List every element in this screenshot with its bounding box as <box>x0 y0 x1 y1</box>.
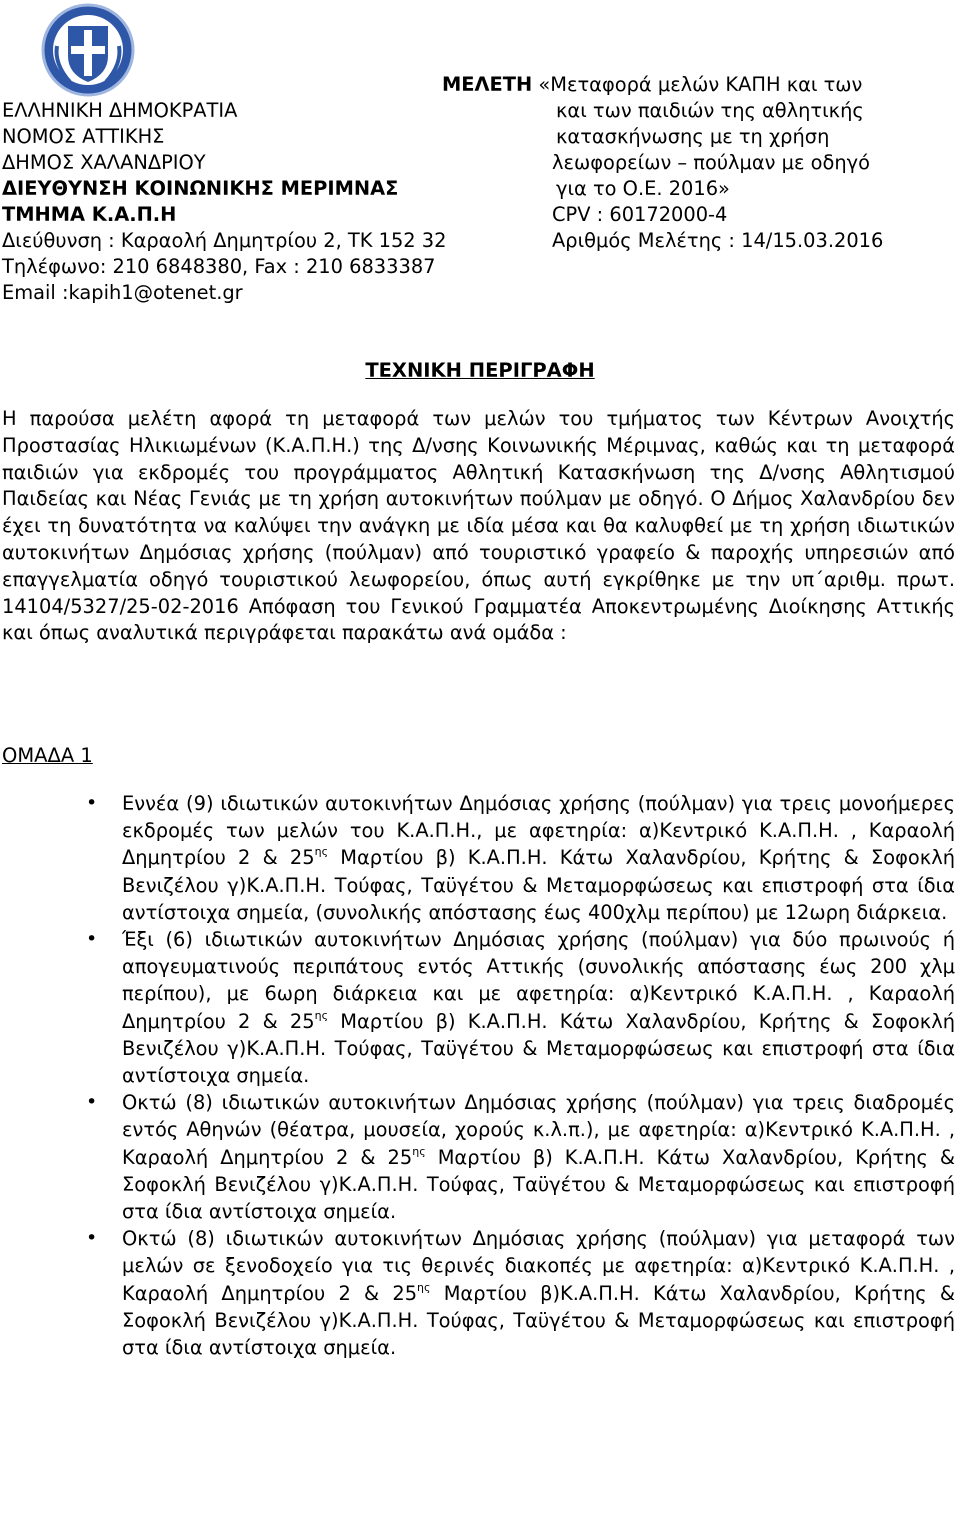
study-title-line-1: «Μεταφορά μελών ΚΑΠΗ και των <box>538 73 863 96</box>
list-item <box>0 1089 955 1225</box>
bullet-icon: • <box>86 1091 98 1114</box>
issuer-directorate: ΔΙΕΥΘΥΝΣΗ ΚΟΙΝΩΝΙΚΗΣ ΜΕΡΙΜΝΑΣ <box>2 177 399 200</box>
greek-coat-of-arms-icon <box>40 2 136 98</box>
bullet-icon: • <box>86 792 98 814</box>
ordinal-suffix: ης <box>412 1144 426 1158</box>
ordinal-suffix: ης <box>314 845 329 859</box>
list-item-text-cont: Μαρτίου β) Κ.Α.Π.Η. Κάτω Χαλανδρίου, Κρήτης & Σοφοκλή Βενιζέλου γ)Κ.Α.Π.Η. Τούφας, Ταϋγέτου & Μεταμορφώσεως και επιστροφή στα ίδια αντίστοιχα σημεία. <box>122 1009 955 1088</box>
bullet-list <box>0 790 960 1361</box>
group-heading: ΟΜΑΔΑ 1 <box>2 744 93 767</box>
study-label: ΜΕΛΕΤΗ <box>442 73 533 96</box>
list-item-text: Έξι (6) ιδιωτικών αυτοκινήτων Δημόσιας χρήσης (πούλμαν) για δύο πρωινούς ή απογευματινούς περιπάτους εντός Αττικής (συνολικής απόστασης έως 200 χλμ περίπου), με 6ωρη διάρκεια και με αφετηρία: α)Κεντρικό Κ.Α.Π.Η. , Καραολή Δημητρίου 2 & 25 <box>122 928 955 1033</box>
issuer-country: ΕΛΛΗΝΙΚΗ ΔΗΜΟΚΡΑΤΙΑ <box>2 99 238 122</box>
list-item-text-cont: Μαρτίου β) Κ.Α.Π.Η. Κάτω Χαλανδρίου, Κρήτης & Σοφοκλή Βενιζέλου γ)Κ.Α.Π.Η. Τούφας, Ταϋγέτου & Μεταμορφώσεως και επιστροφή στα ίδια αντίστοιχα σημεία, (συνολικής απόστασης έως 400χλμ περίπου) με 12ωρη διάρκεια. <box>122 846 955 924</box>
issuer-address: Διεύθυνση : Καραολή Δημητρίου 2, ΤΚ 152 32 <box>2 229 447 252</box>
list-item-text: Εννέα (9) ιδιωτικών αυτοκινήτων Δημόσιας χρήσης (πούλμαν) για τρεις μονοήμερες εκδρομές των μελών του Κ.Α.Π.Η., με αφετηρία: α)Κεντρικό Κ.Α.Π.Η. , Καραολή Δημητρίου 2 & 25 <box>122 792 955 870</box>
list-item <box>0 790 955 926</box>
list-item-text-cont: Μαρτίου β) Κ.Α.Π.Η. Κάτω Χαλανδρίου, Κρήτης & Σοφοκλή Βενιζέλου γ)Κ.Α.Π.Η. Τούφας, Ταϋγέτου & Μεταμορφώσεως και επιστροφή στα ίδια αντίστοιχα σημεία. <box>122 1145 955 1224</box>
list-item-text-cont: Μαρτίου β)Κ.Α.Π.Η. Κάτω Χαλανδρίου, Κρήτης & Σοφοκλή Βενιζέλου γ)Κ.Α.Π.Η. Τούφας, Ταϋγέτου & Μεταμορφώσεως και επιστροφή στα ίδια αντίστοιχα σημεία. <box>122 1281 956 1360</box>
study-title-line-2: και των παιδιών της αθλητικής <box>556 99 864 122</box>
list-item <box>0 926 955 1089</box>
study-title-line-4: λεωφορείων – πούλμαν με οδηγό <box>552 151 870 174</box>
study-title-line-5: για το Ο.Ε. 2016» <box>556 177 730 200</box>
ordinal-suffix: ης <box>417 1280 431 1294</box>
list-item <box>0 1225 955 1361</box>
bullet-icon: • <box>86 1227 98 1250</box>
cpv-code: CPV : 60172000-4 <box>552 203 728 226</box>
list-item-text: Οκτώ (8) ιδιωτικών αυτοκινήτων Δημόσιας χρήσης (πούλμαν) για μεταφορά των μελών σε ξενοδοχείο για τις θερινές διακοπές με αφετηρία: α)Κεντρικό Κ.Α.Π.Η. , Καραολή Δημητρίου 2 & 25 <box>122 1227 955 1305</box>
issuer-email: Email :kapih1@otenet.gr <box>2 281 243 304</box>
issuer-municipality: ΔΗΜΟΣ ΧΑΛΑΝΔΡΙΟΥ <box>2 151 206 174</box>
issuer-prefecture: ΝΟΜΟΣ ΑΤΤΙΚΗΣ <box>2 125 165 148</box>
ordinal-suffix: ης <box>314 1008 329 1022</box>
list-item-text: Οκτώ (8) ιδιωτικών αυτοκινήτων Δημόσιας χρήσης (πούλμαν) για τρεις διαδρομές εντός Αθηνών (θέατρα, μουσεία, χορούς κ.λ.π.), με αφετηρία: α)Κεντρικό Κ.Α.Π.Η. , Καραολή Δημητρίου 2 & 25 <box>122 1091 955 1169</box>
section-title: ΤΕΧΝΙΚΗ ΠΕΡΙΓΡΑΦΗ <box>365 359 595 382</box>
study-info-block <box>442 72 883 254</box>
issuer-department: ΤΜΗΜΑ Κ.Α.Π.Η <box>2 203 177 226</box>
issuer-block <box>2 98 446 306</box>
issuer-phone-fax: Τηλέφωνο: 210 6848380, Fax : 210 6833387 <box>2 255 436 278</box>
study-number: Αριθμός Μελέτης : 14/15.03.2016 <box>552 229 884 252</box>
intro-paragraph: Η παρούσα μελέτη αφορά τη μεταφορά των μελών του τμήματος των Κέντρων Ανοιχτής Προστασίας Ηλικιωμένων (Κ.Α.Π.Η.) της Δ/νσης Κοινωνικής Μέριμνας, καθώς και τη μεταφορά παιδιών για εκδρομές του προγράμματος Αθλητική Κατασκήνωση της Δ/νσης Αθλητισμού Παιδείας και Νέας Γενιάς με τη χρήση αυτοκινήτων πούλμαν με οδηγό. Ο Δήμος Χαλανδρίου δεν έχει τη δυνατότητα να καλύψει την ανάγκη με ιδία μέσα και θα καλυφθεί με τη χρήση ιδιωτικών αυτοκινήτων Δημόσιας χρήσης (πούλμαν) από τουριστικό γραφείο & παροχής υπηρεσιών από επαγγελματία οδηγό τουριστικού λεωφορείου, όπως αυτή εγκρίθηκε με την υπ΄αριθμ. πρωτ. 14104/5327/25-02-2016 Απόφαση του Γενικού Γραμματέα Αποκεντρωμένης Διοίκησης Αττικής και όπως αναλυτικά περιγράφεται παρακάτω ανά ομάδα : <box>2 407 955 645</box>
bullet-icon: • <box>86 928 98 951</box>
study-title-line-3: κατασκήνωσης με τη χρήση <box>556 125 830 148</box>
